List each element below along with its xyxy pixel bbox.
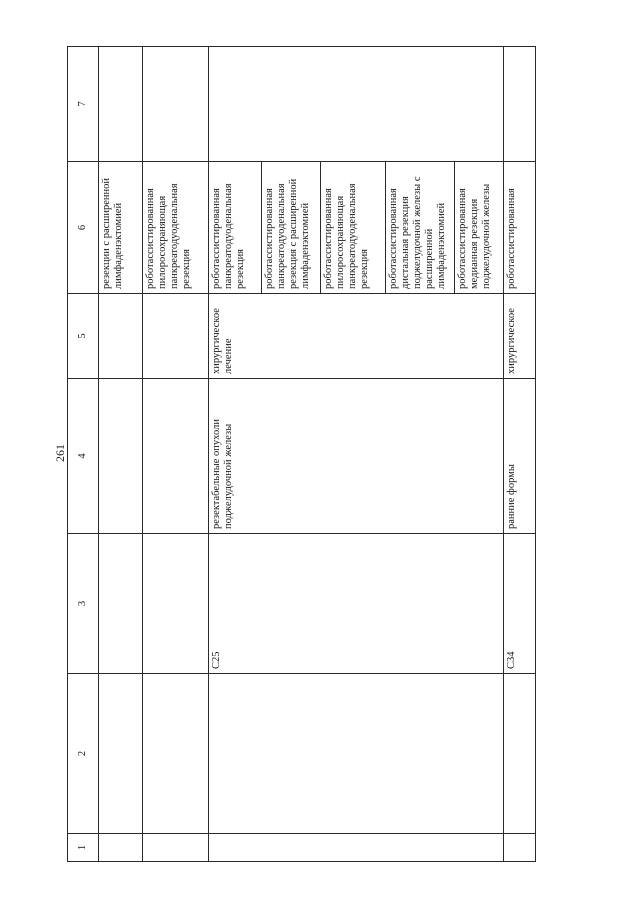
- cell-col1: [99, 834, 143, 862]
- column-header-4: 4: [68, 379, 99, 534]
- column-header-3: 3: [68, 534, 99, 674]
- cell-col7: [504, 47, 536, 162]
- cell-col4: [143, 379, 209, 534]
- cell-col3: [99, 534, 143, 674]
- treatment-table: [67, 46, 536, 862]
- procedure-item: роботассистированная панкреатодуоденальная резекция с расширенной лимфаденэктомией: [262, 162, 321, 293]
- cell-col5: хирургическое: [504, 294, 536, 379]
- cell-col3: [143, 534, 209, 674]
- table-row: [99, 47, 143, 862]
- cell-col6: роботассистированная пилоросохраняющая панкреатодуоденальная резекция: [143, 162, 209, 294]
- cell-col4: ранние формы: [504, 379, 536, 534]
- table-row: [209, 47, 504, 862]
- column-header-2: 2: [68, 674, 99, 834]
- cell-col6-stack: [209, 162, 504, 294]
- column-header-5: 5: [68, 294, 99, 379]
- cell-col4: резектабельные опухоли поджелудочной железы: [209, 379, 504, 534]
- cell-col2: [504, 674, 536, 834]
- rotated-table-container: [67, 47, 527, 862]
- cell-col7: [143, 47, 209, 162]
- page-number: 261: [53, 444, 67, 462]
- column-header-6: 6: [68, 162, 99, 294]
- column-header-1: 1: [68, 834, 99, 862]
- cell-col5: [143, 294, 209, 379]
- cell-col2: [209, 674, 504, 834]
- table-row: [504, 47, 536, 862]
- cell-col3: C34: [504, 534, 536, 674]
- cell-col3: C25: [209, 534, 504, 674]
- cell-col5: хирургическое лечение: [209, 294, 504, 379]
- cell-col6: резекции с расширенной лимфаденэктомией: [99, 162, 143, 294]
- cell-col7: [209, 47, 504, 162]
- column-header-7: 7: [68, 47, 99, 162]
- column-number-row: [68, 47, 99, 862]
- cell-col2: [99, 674, 143, 834]
- procedure-item: роботассистированная панкреатодуоденальная резекция: [209, 162, 262, 293]
- cell-col1: [143, 834, 209, 862]
- cell-col5: [99, 294, 143, 379]
- table-row: [143, 47, 209, 862]
- cell-col4: [99, 379, 143, 534]
- cell-col1: [504, 834, 536, 862]
- cell-col1: [209, 834, 504, 862]
- cell-col6: роботассистированная: [504, 162, 536, 294]
- procedure-item: роботассистированная медианная резекция поджелудочной железы: [457, 183, 492, 289]
- procedure-item: роботассистированная пилоросохраняющая панкреатодуоденальная резекция: [321, 162, 386, 293]
- cell-col2: [143, 674, 209, 834]
- procedure-item: роботассистированная дистальная резекция поджелудочной железы с расширенной лимфаденэктомией: [386, 162, 455, 293]
- cell-col7: [99, 47, 143, 162]
